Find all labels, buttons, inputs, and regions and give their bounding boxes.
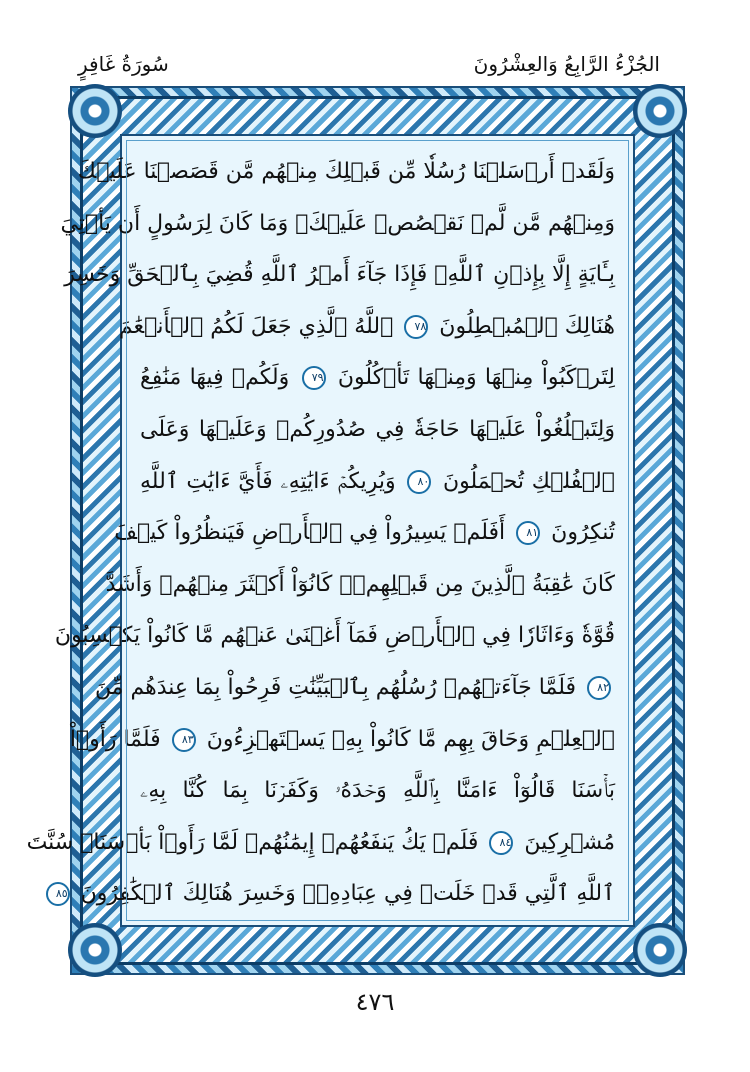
text-line [64,249,623,301]
verse-text: لِتَرۡكَبُواْ مِنۡهَا وَمِنۡهَا تَأۡكُلُونَ [337,365,615,391]
text-line [69,714,623,766]
verse-text: وَيُرِيكُمۡ ءَايَٰتِهِۦ فَأَيَّ ءَايَٰتِ ٱللَّهِ [140,468,396,494]
verse-text: ٱللَّهِ ٱلَّتِي قَدۡ خَلَتۡ فِي عِبَادِهِۦۖ وَخَسِرَ هُنَالِكَ ٱلۡكَٰفِرُونَ [80,881,615,907]
text-line [132,765,623,817]
text-line [105,559,623,611]
text-line [132,352,623,404]
verse-text: وَلَكُمۡ فِيهَا مَنَٰفِعُ [140,365,290,391]
corner-rosette-icon [68,84,122,138]
corner-rosette-icon [633,923,687,977]
verse-text: وَلِتَبۡلُغُواْ عَلَيۡهَا حَاجَةٗ فِي صُدُورِكُمۡ وَعَلَيۡهَا وَعَلَى [140,416,615,442]
verse-text: فَلَمۡ يَكُ يَنفَعُهُمۡ إِيمَٰنُهُمۡ لَمَّا رَأَوۡاْ بَأۡسَنَاۖ سُنَّتَ [26,829,479,855]
text-line [55,868,623,920]
ayah-marker: ٨٢ [587,676,611,700]
text-line [118,301,623,353]
text-line [26,817,623,869]
text-line [94,662,623,714]
verse-text: فَلَمَّا رَأَوۡاْ [69,726,161,752]
verse-text: وَمِنۡهُم مَّن لَّمۡ نَقۡصُصۡ عَلَيۡكَۗ وَمَا كَانَ لِرَسُولٍ أَن يَأۡتِيَ [60,210,615,236]
verse-text: تُنكِرُونَ [551,520,615,546]
corner-rosette-icon [68,923,122,977]
verse-text: كَانَ عَٰقِبَةُ ٱلَّذِينَ مِن قَبۡلِهِمۡۚ كَانُوٓاْ أَكۡثَرَ مِنۡهُمۡ وَأَشَدَّ [105,571,615,597]
ayah-marker: ٨٤ [489,831,513,855]
page-number: ٤٧٦ [355,988,395,1016]
ayah-marker: ٨٠ [407,470,431,494]
text-line [77,146,623,198]
text-line [60,198,623,250]
verse-text: ٱلۡعِلۡمِ وَحَاقَ بِهِم مَّا كَانُواْ بِهِۦ يَسۡتَهۡزِءُونَ [206,726,615,752]
ayah-marker: ٨١ [516,521,540,545]
verse-text: مُشۡرِكِينَ [524,829,615,855]
corner-rosette-icon [633,84,687,138]
verse-text: هُنَالِكَ ٱلۡمُبۡطِلُونَ [439,313,615,339]
text-line [132,456,623,508]
verse-text: أَفَلَمۡ يَسِيرُواْ فِي ٱلۡأَرۡضِ فَيَنظُرُواْ كَيۡفَ [114,520,506,546]
ayah-marker: ٧٨ [404,315,428,339]
ayah-marker: ٨٣ [172,728,196,752]
surah-name-header: سُورَةُ غَافِرٍ [78,52,169,76]
quran-text-panel [26,134,635,927]
text-line [54,610,623,662]
text-line [132,404,623,456]
text-line [114,507,623,559]
ornamental-frame [26,86,685,975]
verse-text: قُوَّةٗ وَءَاثَارٗا فِي ٱلۡأَرۡضِ فَمَآ أَغۡنَىٰ عَنۡهُم مَّا كَانُواْ يَكۡسِبُونَ [54,623,615,649]
verse-text: فَلَمَّا جَآءَتۡهُمۡ رُسُلُهُم بِٱلۡبَيِّنَٰتِ فَرِحُواْ بِمَا عِندَهُم مِّنَ [94,674,576,700]
ayah-marker: ٨٥ [46,882,70,906]
verse-text: بَأۡسَنَا قَالُوٓاْ ءَامَنَّا بِٱللَّهِ وَحۡدَهُۥ وَكَفَرۡنَا بِمَا كُنَّا بِهِۦ [140,778,615,804]
ayah-marker: ٧٩ [302,366,326,390]
verse-text: وَلَقَدۡ أَرۡسَلۡنَا رُسُلٗا مِّن قَبۡلِكَ مِنۡهُم مَّن قَصَصۡنَا عَلَيۡكَ [77,159,615,184]
verse-text: ٱلۡفُلۡكِ تُحۡمَلُونَ [442,468,615,494]
verse-text: ٱللَّهُ ٱلَّذِي جَعَلَ لَكُمُ ٱلۡأَنۡعَٰمَ [118,313,394,339]
juz-name-header: الجُزْءُ الرَّابِعُ وَالعِشْرُونَ [473,52,660,76]
verse-text: بِـَٔايَةٍ إِلَّا بِإِذۡنِ ٱللَّهِۚ فَإِذَا جَآءَ أَمۡرُ ٱللَّهِ قُضِيَ بِٱلۡحَقِّ وَخَسِرَ [64,262,615,288]
